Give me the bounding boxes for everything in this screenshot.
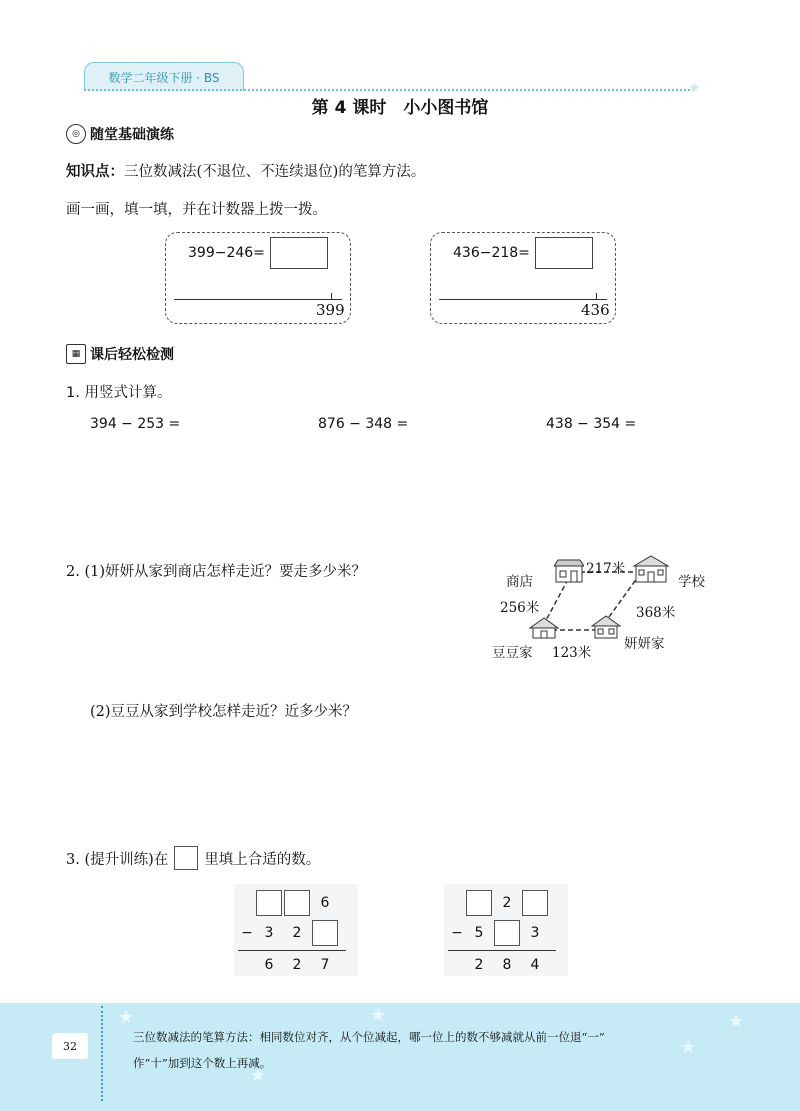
digit: 2 — [292, 925, 302, 941]
section-heading-text: 课后轻松检测 — [90, 347, 174, 363]
footer-tip-line-1: 三位数减法的笔算方法：相同数位对齐，从个位减起，哪一位上的数不够减就从前一位退“一” — [133, 1030, 605, 1044]
star-icon: ★ — [680, 1037, 697, 1058]
blank-box[interactable] — [494, 920, 520, 946]
question-1-label: 1. 用竖式计算。 — [66, 385, 172, 401]
blank-box[interactable] — [466, 890, 492, 916]
question-2-part-1: 2. (1)妍妍从家到商店怎样走近？要走多少米？ — [66, 564, 366, 580]
header-dotted-line — [84, 89, 694, 91]
distance-school-yanyan: 368米 — [636, 605, 676, 621]
star-icon: ★ — [688, 80, 701, 96]
digit: 4 — [530, 957, 540, 973]
distance-doudou-yanyan: 123米 — [552, 645, 592, 661]
question-3-label — [66, 846, 320, 870]
footer-divider — [101, 1006, 103, 1101]
digit: 7 — [320, 957, 330, 973]
digit: 6 — [320, 895, 330, 911]
subtraction-rule — [448, 950, 556, 951]
star-icon: ★ — [370, 1005, 387, 1026]
star-icon: ★ — [118, 1007, 135, 1028]
map-label-yanyan-home: 妍妍家 — [624, 636, 665, 652]
digit: 5 — [474, 925, 484, 941]
shop-building-icon — [554, 558, 584, 584]
sample-blank-box — [174, 846, 198, 870]
minus-sign: − — [241, 925, 253, 941]
distance-shop-doudou: 256米 — [500, 600, 540, 616]
digit: 2 — [292, 957, 302, 973]
digit: 8 — [502, 957, 512, 973]
digit: 3 — [530, 925, 540, 941]
digit: 3 — [264, 925, 274, 941]
counter-rod-1 — [331, 293, 332, 299]
map-label-doudou-home: 豆豆家 — [492, 645, 533, 661]
map-label-school: 学校 — [678, 574, 705, 590]
section-heading-text: 随堂基础演练 — [90, 127, 174, 143]
book-header-label: 数学二年级下册 · BS — [108, 70, 220, 85]
blank-box[interactable] — [284, 890, 310, 916]
vertical-subtraction-1 — [234, 884, 358, 976]
question-3-prefix: 3. (提升训练)在 — [66, 851, 169, 868]
page-number: 32 — [52, 1033, 88, 1059]
answer-box-2[interactable] — [535, 237, 593, 269]
knowledge-text: 三位数减法(不退位、不连续退位)的笔算方法。 — [124, 164, 426, 180]
instruction-text: 画一画，填一填，并在计数器上拨一拨。 — [66, 202, 327, 218]
lesson-title: 第 4 课时 小小图书馆 — [311, 98, 489, 118]
route-map — [492, 552, 714, 664]
counter-number-2: 436 — [581, 301, 610, 319]
minus-sign: − — [451, 925, 463, 941]
star-icon: ★ — [728, 1011, 745, 1032]
problem-1: 394 − 253 = — [90, 416, 181, 432]
problem-2: 876 − 348 = — [318, 416, 409, 432]
subtraction-rule — [238, 950, 346, 951]
counter-baseline-1 — [174, 299, 342, 300]
answer-box-1[interactable] — [270, 237, 328, 269]
calculator-icon: ▦ — [66, 344, 86, 364]
counter-rod-2 — [596, 293, 597, 299]
counter-number-1: 399 — [316, 301, 345, 319]
question-2-part-2: (2)豆豆从家到学校怎样走近？近多少米？ — [90, 704, 358, 720]
film-reel-icon: ◎ — [66, 124, 86, 144]
school-building-icon — [632, 554, 670, 584]
digit: 2 — [502, 895, 512, 911]
question-3-suffix: 里填上合适的数。 — [204, 851, 321, 868]
blank-box[interactable] — [522, 890, 548, 916]
section-heading-check — [66, 344, 174, 364]
knowledge-point — [66, 160, 425, 181]
counter-panel-1 — [165, 232, 351, 324]
book-header-tab — [84, 62, 244, 91]
map-label-shop: 商店 — [506, 574, 533, 590]
counter-expression-2: 436−218= — [453, 245, 530, 261]
counter-baseline-2 — [439, 299, 607, 300]
counter-panel-2 — [430, 232, 616, 324]
yanyan-house-icon — [590, 614, 622, 640]
footer-tip-text — [133, 1024, 693, 1076]
counter-expression-1: 399−246= — [188, 245, 265, 261]
section-heading-practice — [66, 124, 174, 144]
problem-3: 438 − 354 = — [546, 416, 637, 432]
doudou-house-icon — [528, 616, 560, 640]
vertical-subtraction-2 — [444, 884, 568, 976]
blank-box[interactable] — [312, 920, 338, 946]
star-icon: ★ — [250, 1065, 267, 1086]
knowledge-label: 知识点： — [66, 164, 124, 180]
blank-box[interactable] — [256, 890, 282, 916]
distance-shop-school: 217米 — [586, 561, 626, 577]
digit: 2 — [474, 957, 484, 973]
digit: 6 — [264, 957, 274, 973]
footer-tip-line-2: 作“十”加到这个数上再减。 — [133, 1056, 272, 1070]
